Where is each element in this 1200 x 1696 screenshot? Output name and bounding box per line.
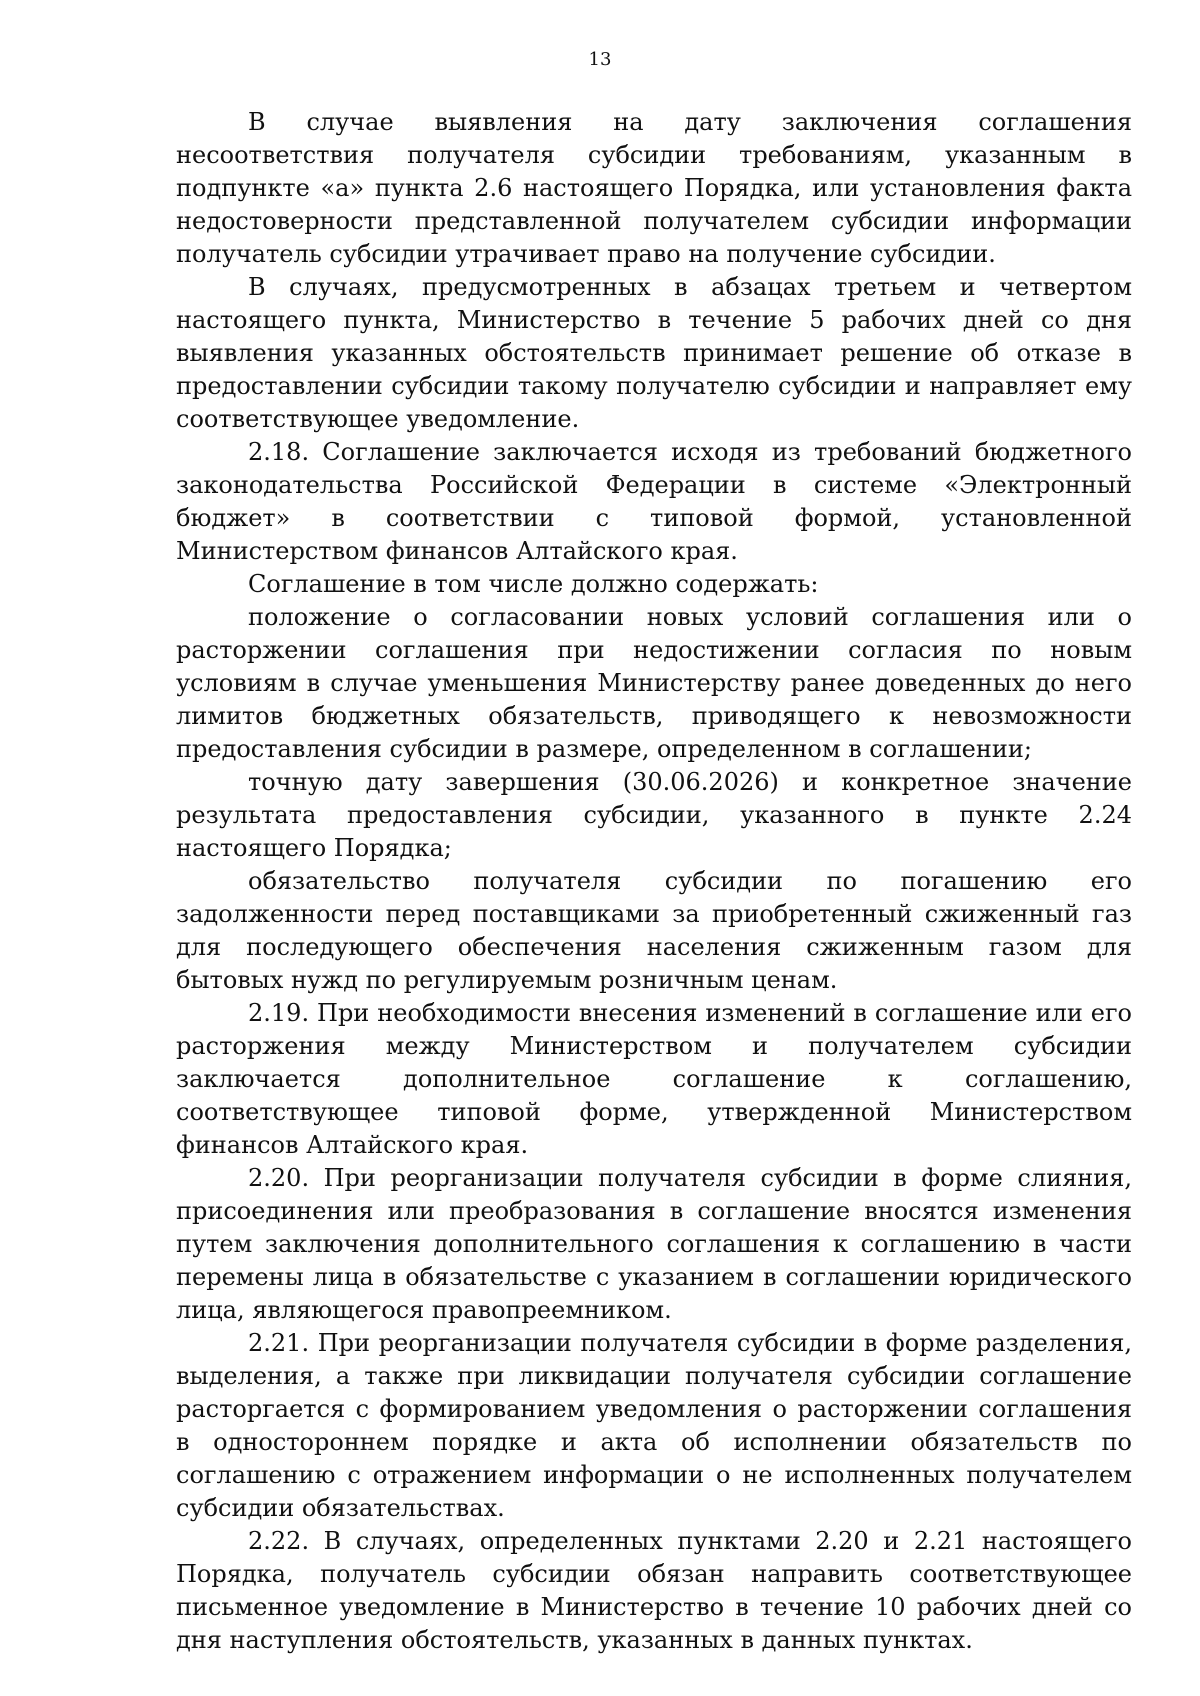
paragraph-mismatch-loss-of-right: В случае выявления на дату заключения соглашения несоответствия получателя субсидии требованиям, указанным в подпункте «а» пункта 2.6 настоящего Порядка, или установления факта недостоверности представленной получателем субсидии информации получатель субсидии утрачивает право на получение субсидии. (176, 108, 1132, 268)
page-number: 13 (588, 49, 612, 70)
paragraph-debt-obligation: обязательство получателя субсидии по погашению его задолженности перед поставщиками за приобретенный сжиженный газ для последующего обеспечения населения сжиженным газом для бытовых нужд по регулируемым розничным ценам. (176, 867, 1132, 994)
paragraph-completion-date: точную дату завершения (30.06.2026) и конкретное значение результата предоставления субсидии, указанного в пункте 2.24 настоящего Порядка; (176, 768, 1132, 862)
paragraph-2-20-reorganization-merger: 2.20. При реорганизации получателя субсидии в форме слияния, присоединения или преобразования в соглашение вносятся изменения путем заключения дополнительного соглашения к соглашению в части перемены лица в обязательстве с указанием в соглашении юридического лица, являющегося правопреемником. (176, 1164, 1132, 1324)
document-body (176, 106, 1132, 1657)
paragraph-agreement-contents: Соглашение в том числе должно содержать: (248, 570, 819, 598)
paragraph-2-19-amendments: 2.19. При необходимости внесения изменений в соглашение или его расторжения между Министерством и получателем субсидии заключается дополнительное соглашение к соглашению, соответствующее типовой форме, утвержденной Министерством финансов Алтайского края. (176, 999, 1132, 1159)
paragraph-2-22-notification: 2.22. В случаях, определенных пунктами 2.20 и 2.21 настоящего Порядка, получатель субсидии обязан направить соответствующее письменное уведомление в Министерство в течение 10 рабочих дней со дня наступления обстоятельств, указанных в данных пунктах. (176, 1527, 1132, 1654)
paragraph-2-21-reorganization-division: 2.21. При реорганизации получателя субсидии в форме разделения, выделения, а также при ликвидации получателя субсидии соглашение расторгается с формированием уведомления о расторжении соглашения в одностороннем порядке и акта об исполнении обязательств по соглашению с отражением информации о не исполненных получателем субсидии обязательствах. (176, 1329, 1132, 1522)
paragraph-2-18-agreement: 2.18. Соглашение заключается исходя из требований бюджетного законодательства Российской Федерации в системе «Электронный бюджет» в соответствии с типовой формой, установленной Министерством финансов Алтайского края. (176, 438, 1132, 565)
paragraph-new-conditions: положение о согласовании новых условий соглашения или о расторжении соглашения при недостижении согласия по новым условиям в случае уменьшения Министерству ранее доведенных до него лимитов бюджетных обязательств, приводящего к невозможности предоставления субсидии в размере, определенном в соглашении; (176, 603, 1132, 763)
paragraph-refusal-decision: В случаях, предусмотренных в абзацах третьем и четвертом настоящего пункта, Министерство в течение 5 рабочих дней со дня выявления указанных обстоятельств принимает решение об отказе в предоставлении субсидии такому получателю субсидии и направляет ему соответствующее уведомление. (176, 273, 1132, 433)
